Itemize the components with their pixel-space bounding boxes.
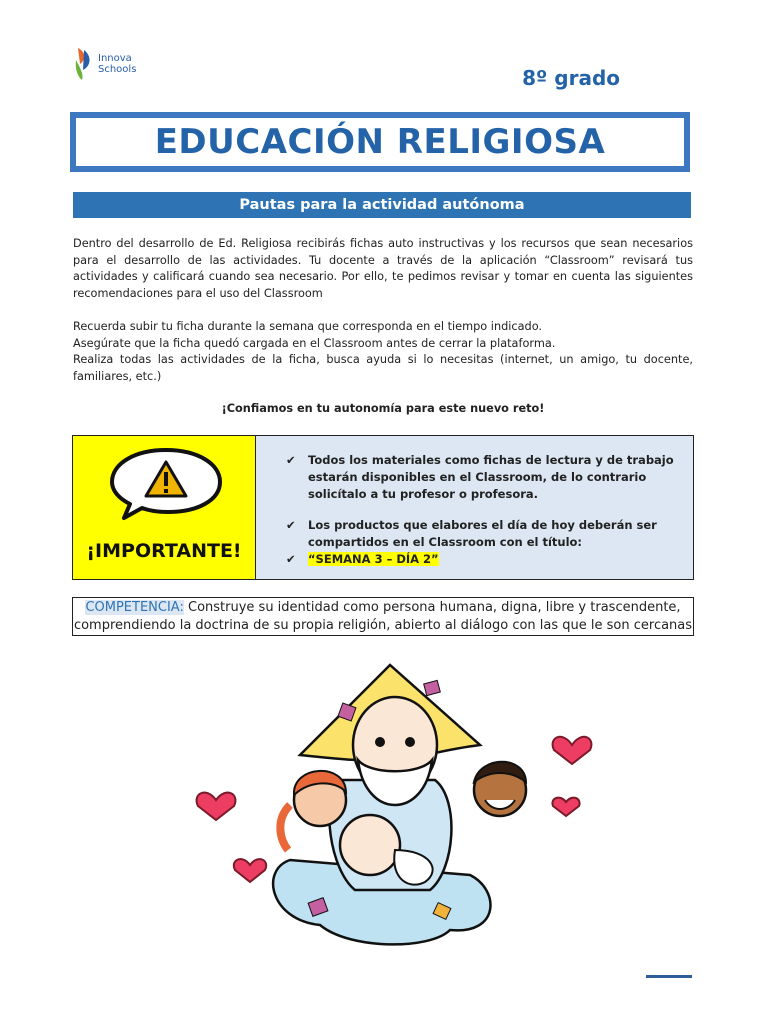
important-content	[256, 436, 693, 579]
reminders-block	[73, 319, 693, 385]
important-item-1	[286, 452, 685, 503]
check-icon: ✔	[286, 518, 296, 532]
important-label-panel	[73, 436, 256, 579]
confiamos-text: ¡Confiamos en tu autonomía para este nuevo reto!	[221, 402, 545, 415]
check-icon: ✔	[286, 552, 296, 566]
important-item-2-text: Los productos que elabores el día de hoy deberán ser compartidos en el Classroom con el título:	[308, 518, 657, 549]
competencia-label: COMPETENCIA:	[85, 600, 184, 615]
intro-text: Dentro del desarrollo de Ed. Religiosa recibirás fichas auto instructivas y los recursos que sean necesarios para el desarrollo de las actividades. Tu docente a través de la aplicación “Classroom” revisará tus actividades y calificará cuando sea necesario. Por ello, te pedimos revisar y tomar en cuenta las siguientes recomendaciones para el uso del Classroom	[73, 237, 693, 300]
logo-line-1: Innova	[98, 53, 132, 64]
warning-speech-bubble-icon	[106, 444, 226, 524]
innova-schools-logo	[74, 44, 154, 84]
reminder-1: Recuerda subir tu ficha durante la semana que corresponda en el tiempo indicado.	[73, 320, 543, 333]
check-icon: ✔	[286, 453, 296, 467]
competencia-box	[72, 597, 694, 636]
important-box	[72, 435, 694, 580]
reminder-2: Asegúrate que la ficha quedó cargada en el Classroom antes de cerrar la plataforma.	[73, 336, 556, 350]
important-item-2	[286, 517, 685, 551]
week-day-title: “SEMANA 3 – DÍA 2”	[308, 552, 439, 566]
footer-line	[646, 975, 692, 978]
title-box	[70, 112, 690, 172]
section-banner: Pautas para la actividad autónoma	[73, 192, 691, 218]
reminder-3: Realiza todas las actividades de la ficha, busca ayuda si lo necesitas (internet, un amigo, tu docente, familiares, etc.)	[73, 353, 693, 383]
important-item-3	[286, 551, 685, 568]
competencia-text: Construye su identidad como persona humana, digna, libre y trascendente, comprendiendo la doctrina de su propia religión, abierto al diálogo con las que le son cercanas	[73, 600, 693, 633]
page-title: EDUCACIÓN RELIGIOSA	[154, 122, 606, 162]
logo-text	[98, 53, 136, 75]
logo-line-2: Schools	[98, 64, 137, 75]
grade-label: 8º grado	[522, 66, 620, 90]
intro-paragraph	[73, 236, 693, 302]
saint-children-illustration	[180, 650, 610, 960]
important-label: ¡IMPORTANTE!	[86, 540, 242, 562]
logo-leaf-icon	[74, 46, 94, 82]
important-item-1-text: Todos los materiales como fichas de lectura y de trabajo estarán disponibles en el Classroom, de lo contrario solicítalo a tu profesor o profesora.	[308, 453, 674, 501]
